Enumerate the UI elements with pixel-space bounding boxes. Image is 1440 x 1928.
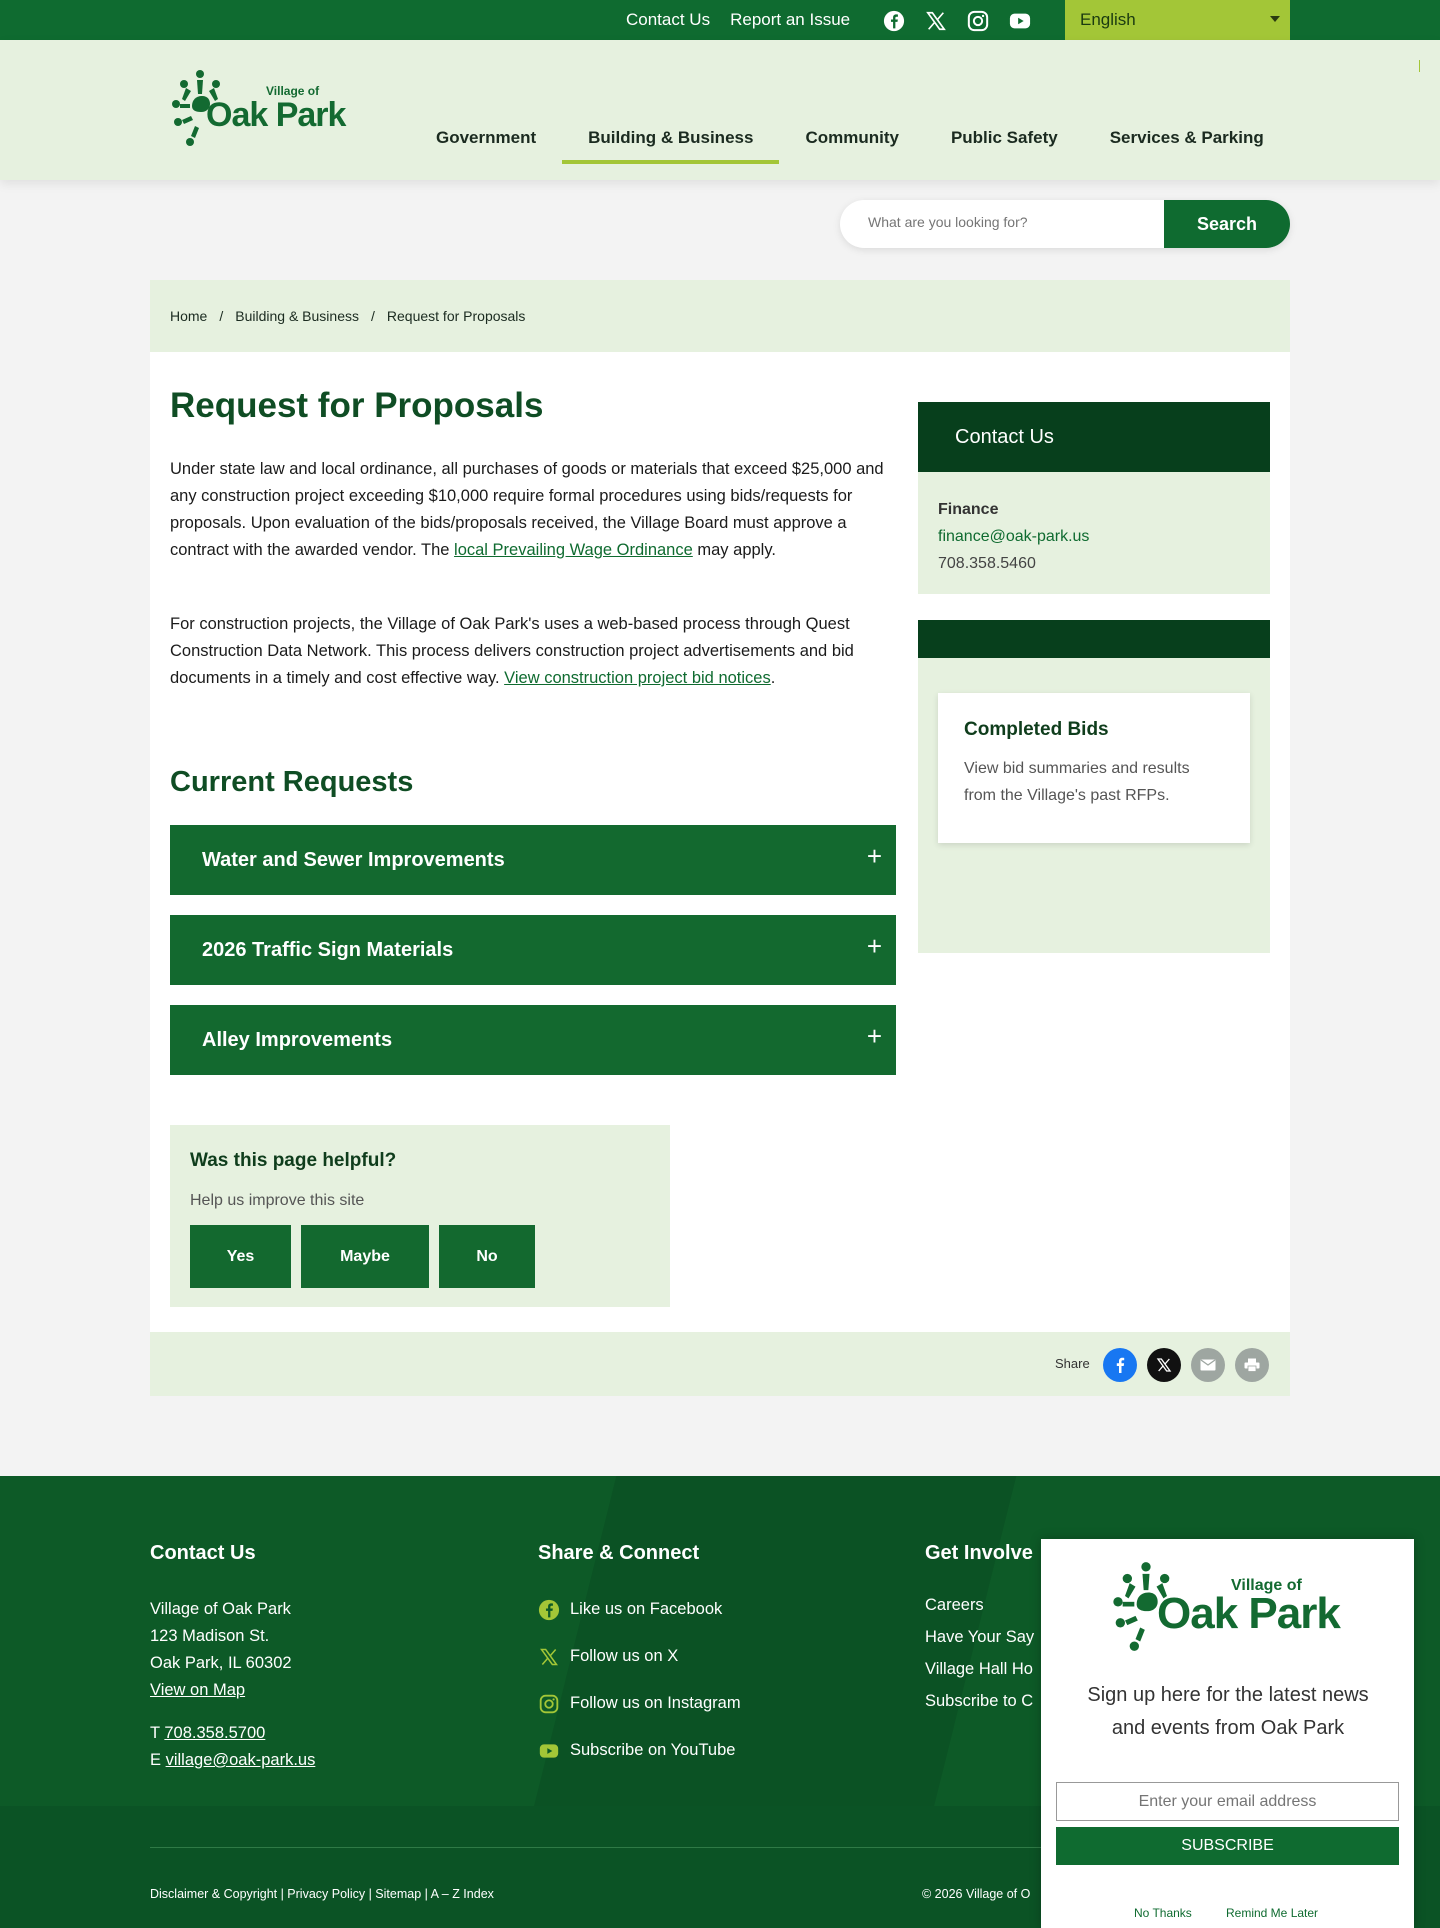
sidebar-card-header [918,620,1270,658]
nav-building-business[interactable]: Building & Business [562,128,779,164]
facebook-icon [538,1599,560,1621]
nav-services-parking[interactable]: Services & Parking [1109,128,1264,147]
bid-notices-link[interactable]: View construction project bid notices [504,669,771,687]
feedback-no-button[interactable]: No [439,1225,535,1288]
feedback-hint: Help us improve this site [190,1192,365,1209]
footer-social-label: Follow us on Instagram [570,1694,741,1712]
x-icon [538,1646,560,1668]
popup-logo-village: Village of [1231,1577,1302,1594]
breadcrumb [150,280,1290,352]
card-description: View bid summaries and results from the Village's past RFPs. [964,760,1190,804]
logo-name-text: Oak Park [206,96,346,134]
subscribe-button[interactable]: SUBSCRIBE [1056,1827,1399,1865]
utility-links [626,0,850,40]
footer-org: Village of Oak Park [150,1600,291,1618]
intro-paragraph [170,456,900,564]
breadcrumb-current: Request for Proposals [386,308,526,324]
feedback-yes-button[interactable]: Yes [190,1225,291,1288]
accordion-title: 2026 Traffic Sign Materials [202,938,454,961]
search-button[interactable]: Search [1164,200,1290,248]
footer-social-label: Subscribe on YouTube [570,1741,736,1759]
footer-email-link[interactable]: village@oak-park.us [165,1751,316,1769]
header-social-icons [882,9,1032,33]
accordion-alley[interactable] [170,1005,896,1075]
accordion-title: Alley Improvements [202,1028,393,1051]
footer-link-village-hall[interactable]: Village Hall Ho [925,1660,1033,1678]
x-icon[interactable] [1147,1348,1181,1382]
feedback-widget [170,1125,670,1307]
construction-text: For construction projects, the Village of Oak Park's uses a web-based process through Quest Construction Data Network. This process delivers construction project advertisements and bid documents in a timely and cost effective way. [170,615,854,687]
footer-social-label: Follow us on X [570,1647,679,1665]
nav-public-safety[interactable]: Public Safety [950,128,1058,147]
popup-message: Sign up here for the latest news and events from Oak Park [1087,1684,1369,1739]
contact-department: Finance [938,501,999,518]
card-title: Completed Bids [964,719,1109,740]
language-value: English [1080,10,1136,29]
footer-contact-title: Contact Us [150,1542,256,1564]
language-select[interactable] [1065,0,1290,40]
contact-us-link[interactable]: Contact Us [626,10,711,29]
instagram-icon[interactable] [966,9,990,33]
accordion-water-sewer[interactable] [170,825,896,895]
nav-government[interactable]: Government [436,128,537,147]
caret-down-icon [1270,16,1280,22]
footer-involved-links [925,1596,1034,1724]
prevailing-wage-link[interactable]: local Prevailing Wage Ordinance [454,541,693,559]
newsletter-popup [1041,1539,1414,1928]
share-bar [150,1332,1290,1396]
footer-share-title: Share & Connect [538,1542,700,1564]
page-title: Request for Proposals [170,386,544,425]
footer-legal-links[interactable]: Disclaimer & Copyright | Privacy Policy | Sitemap | A – Z Index [150,1887,494,1901]
main-nav [410,128,1290,164]
email-prefix: E [150,1751,166,1769]
logo-village-text: Village of [266,84,320,98]
feedback-question: Was this page helpful? [190,1150,397,1171]
footer-social-label: Like us on Facebook [570,1600,723,1618]
plus-icon: + [866,1021,882,1051]
utility-bar [0,0,1440,40]
sidebar-card-area [918,658,1270,953]
search-input[interactable] [868,214,1138,230]
intro-text: Under state law and local ordinance, all purchases of goods or materials that exceed $25,000 and any construction project exceeding $10,000 require formal procedures using bids/requests for proposals. Upon evaluation of the bids/proposals received, the Village Board must approve a contract with the awarded vendor. The [170,460,884,559]
popup-logo [1111,1555,1351,1665]
footer-facebook-link[interactable] [538,1596,741,1623]
footer-phone-email [150,1720,315,1774]
footer-involved-title: Get Involve [925,1542,1033,1564]
popup-email-input[interactable] [1056,1782,1399,1821]
footer-link-subscribe[interactable]: Subscribe to C [925,1692,1034,1710]
footer-link-careers[interactable]: Careers [925,1596,984,1614]
contact-phone: 708.358.5460 [938,555,1036,572]
accordion-title: Water and Sewer Improvements [202,848,505,871]
footer-address [150,1596,292,1704]
view-on-map-link[interactable]: View on Map [150,1681,246,1699]
site-header [0,40,1440,180]
sidebar-contact-details [918,472,1270,594]
share-label: Share [1055,1356,1090,1371]
footer-link-have-your-say[interactable]: Have Your Say [925,1628,1035,1646]
site-search [840,200,1290,248]
construction-text-tail: . [770,669,776,687]
footer-youtube-link[interactable] [538,1737,741,1764]
breadcrumb-home[interactable]: Home [170,308,208,324]
header-divider [1419,60,1420,72]
breadcrumb-separator: / [371,308,375,324]
footer-instagram-link[interactable] [538,1690,741,1717]
breadcrumb-separator: / [219,308,224,324]
facebook-icon[interactable] [882,9,906,33]
remind-later-link[interactable]: Remind Me Later [1226,1906,1319,1920]
x-icon[interactable] [924,9,948,33]
instagram-icon [538,1693,560,1715]
print-icon[interactable] [1235,1348,1269,1382]
site-logo[interactable] [170,66,356,156]
footer-city: Oak Park, IL 60302 [150,1654,292,1672]
plus-icon: + [866,931,882,961]
no-thanks-link[interactable]: No Thanks [1134,1906,1192,1920]
footer-social-links [538,1596,741,1784]
nav-community[interactable]: Community [805,128,899,147]
breadcrumb-building-business[interactable]: Building & Business [235,308,359,324]
email-icon[interactable] [1191,1348,1225,1382]
plus-icon: + [866,841,882,871]
facebook-icon[interactable] [1103,1348,1137,1382]
construction-paragraph [170,611,900,692]
phone-prefix: T [150,1724,165,1742]
main-content [150,352,1290,1332]
footer-phone-link[interactable]: 708.358.5700 [164,1724,266,1742]
popup-logo-name: Oak Park [1157,1589,1340,1638]
youtube-icon [538,1740,560,1762]
completed-bids-card[interactable] [938,693,1250,843]
footer-copyright: © 2026 Village of O [922,1887,1031,1901]
youtube-icon[interactable] [1008,9,1032,33]
report-issue-link[interactable]: Report an Issue [730,10,851,29]
current-requests-title: Current Requests [170,766,414,798]
intro-text-tail: may apply. [692,541,776,559]
contact-email-link[interactable]: finance@oak-park.us [938,528,1090,545]
accordion-traffic-sign[interactable] [170,915,896,985]
footer-x-link[interactable] [538,1643,741,1670]
feedback-maybe-button[interactable]: Maybe [301,1225,429,1288]
sidebar-contact-title: Contact Us [918,402,1270,472]
footer-street: 123 Madison St. [150,1627,270,1645]
